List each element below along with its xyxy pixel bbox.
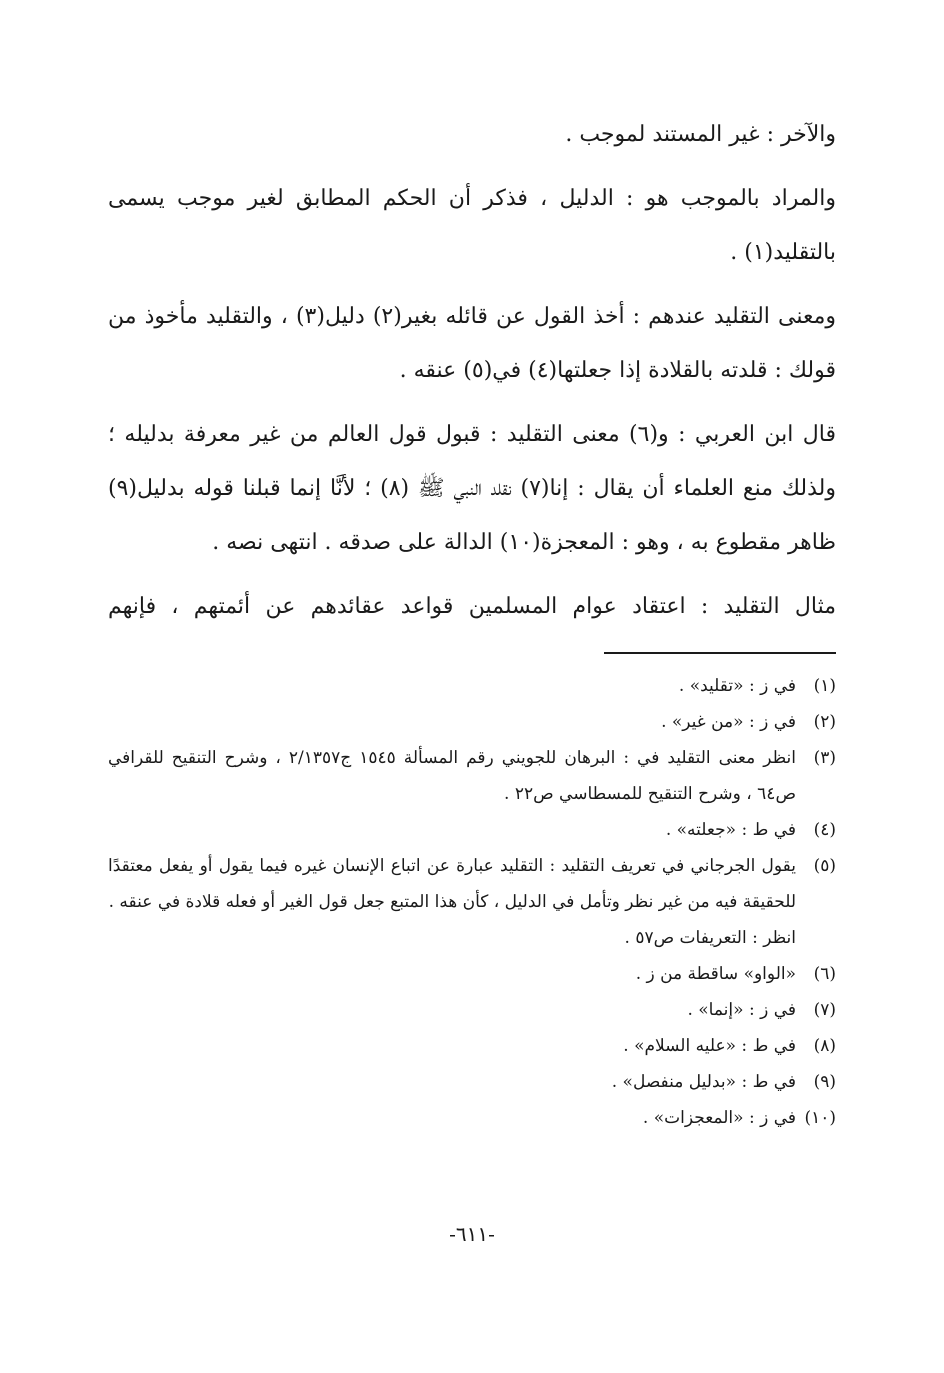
footnote-number: (٧)	[813, 1000, 836, 1020]
paragraph: والمراد بالموجب هو : الدليل ، فذكر أن الحكم المطابق لغير موجب يسمى بالتقليد(١) .	[108, 186, 836, 265]
footnote-number: (١٠)	[804, 1108, 836, 1128]
footnote	[108, 1064, 836, 1100]
footnote-text: انظر معنى التقليد في : البرهان للجويني رقم المسألة ١٥٤٥ ج٢/١٣٥٧ ، وشرح التنقيح للقرافي ص٦٤ ، وشرح التنقيح للمسطاسي ص٢٢ .	[108, 748, 796, 804]
footnote	[108, 992, 836, 1028]
footnote	[108, 848, 836, 920]
footnote-text: في ط : «بدليل منفصل» .	[611, 1072, 796, 1092]
footnote-text: «الواو» ساقطة من ز .	[635, 964, 796, 984]
footnote-number: (٦)	[813, 964, 836, 984]
footnote-number: (٨)	[813, 1036, 836, 1056]
footnote-text: في ز : «المعجزات» .	[642, 1108, 796, 1128]
footnote	[108, 1028, 836, 1064]
footnote-text: في ز : «إنما» .	[687, 1000, 796, 1020]
paragraph: ومعنى التقليد عندهم : أخذ القول عن قائله بغير(٢) دليل(٣) ، والتقليد مأخوذ من قولك : قلدته بالقلادة إذا جعلتها(٤) في(٥) عنقه .	[108, 304, 836, 383]
page-number: -٦١١-	[449, 1222, 495, 1246]
footnote-text: في ز : «من غير» .	[661, 712, 796, 732]
footnote-number: (٣)	[813, 748, 836, 768]
footnote	[108, 956, 836, 992]
footnote-separator	[604, 652, 836, 654]
footnote-text: في ز : «تقليد» .	[678, 676, 796, 696]
paragraph: والآخر : غير المستند لموجب .	[565, 122, 836, 147]
footnote	[108, 704, 836, 740]
footnote	[108, 812, 836, 848]
footnote-number: (٥)	[813, 856, 836, 876]
footnote-number: (١)	[813, 676, 836, 696]
footnote	[108, 1100, 836, 1136]
footnote-text: في ط : «عليه السلام» .	[623, 1036, 796, 1056]
footnote-continuation: انظر : التعريفات ص٥٧ .	[624, 928, 796, 948]
footnote	[108, 740, 836, 812]
footnotes	[108, 668, 836, 1136]
paragraph: مثال التقليد : اعتقاد عوام المسلمين قواعد عقائدهم عن أئمتهم ، فإنهم	[108, 594, 836, 619]
main-text	[108, 108, 836, 644]
footnote-number: (٢)	[813, 712, 836, 732]
footnote-number: (٤)	[813, 820, 836, 840]
footnote	[108, 668, 836, 704]
footnote-number: (٩)	[813, 1072, 836, 1092]
footnote-text: في ط : «جعلته» .	[665, 820, 796, 840]
footnote-text: يقول الجرجاني في تعريف التقليد : التقليد عبارة عن اتباع الإنسان غيره فيما يقول أو يفعل معتقدًا للحقيقة فيه من غير نظر وتأمل في الدليل ، كأن هذا المتبع جعل قول الغير أو فعله قلادة في عنقه .	[108, 856, 796, 912]
paragraph: قال ابن العربي : و(٦) معنى التقليد : قبول قول العالم من غير معرفة بدليله ؛ ولذلك منع العلماء أن يقال : إنا(٧) نقلد النبي ﷺ (٨) ؛ لأنَّا إنما قبلنا قوله بدليل(٩) ظاهر مقطوع به ، وهو : المعجزة(١٠) الدالة على صدقه . انتهى نصه .	[108, 422, 837, 555]
